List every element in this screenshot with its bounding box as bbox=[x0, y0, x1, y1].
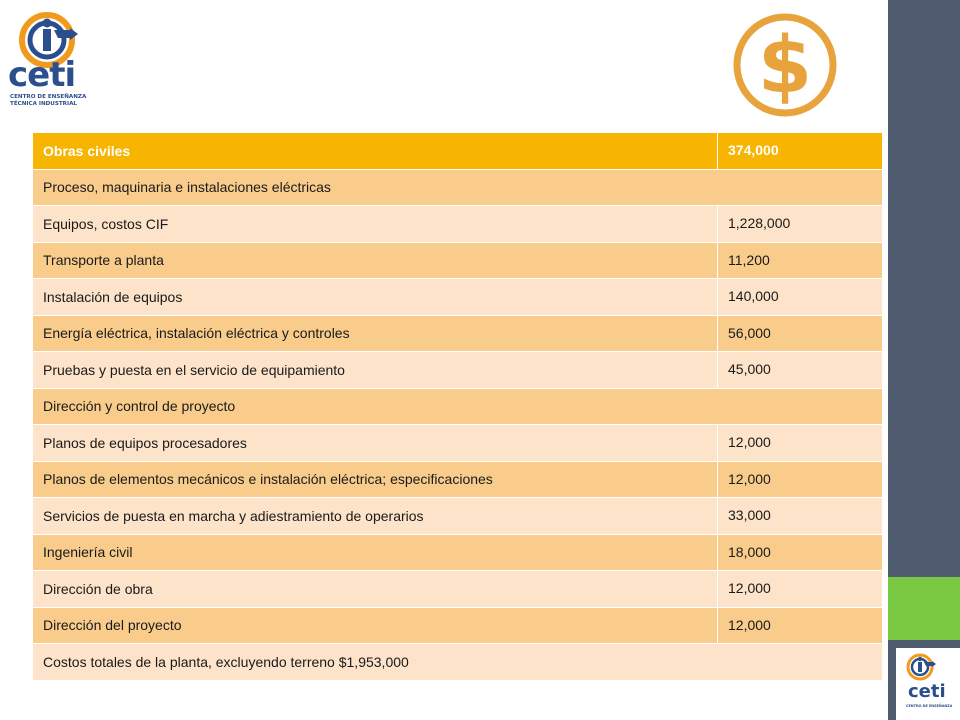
row-label: Pruebas y puesta en el servicio de equipamiento bbox=[33, 352, 718, 389]
table-row bbox=[33, 571, 883, 608]
row-value: 11,200 bbox=[718, 242, 883, 279]
row-label: Dirección de obra bbox=[33, 571, 718, 608]
row-value: 56,000 bbox=[718, 315, 883, 352]
table-row bbox=[33, 169, 883, 206]
row-label: Planos de equipos procesadores bbox=[33, 425, 718, 462]
mini-logo-word: ceti bbox=[908, 681, 946, 702]
table-row bbox=[33, 242, 883, 279]
table-footer-row bbox=[33, 644, 883, 681]
table-row bbox=[33, 607, 883, 644]
row-label: Dirección y control de proyecto bbox=[33, 388, 883, 425]
table-header-row bbox=[33, 133, 883, 170]
mini-logo-subtitle: CENTRO DE ENSEÑANZA bbox=[906, 704, 953, 708]
row-label: Instalación de equipos bbox=[33, 279, 718, 316]
table-row bbox=[33, 388, 883, 425]
table-row bbox=[33, 279, 883, 316]
sidebar-accent bbox=[888, 577, 960, 640]
row-label: Equipos, costos CIF bbox=[33, 206, 718, 243]
row-value: 33,000 bbox=[718, 498, 883, 535]
row-label: Transporte a planta bbox=[33, 242, 718, 279]
table-row bbox=[33, 461, 883, 498]
footer-label: Costos totales de la planta, excluyendo terreno $1,953,000 bbox=[33, 644, 883, 681]
table-row bbox=[33, 534, 883, 571]
table-row bbox=[33, 498, 883, 535]
cost-table bbox=[32, 132, 883, 681]
row-value: 12,000 bbox=[718, 571, 883, 608]
row-value: 1,228,000 bbox=[718, 206, 883, 243]
row-label: Energía eléctrica, instalación eléctrica y controles bbox=[33, 315, 718, 352]
table-row bbox=[33, 315, 883, 352]
row-value: 45,000 bbox=[718, 352, 883, 389]
row-label: Servicios de puesta en marcha y adiestramiento de operarios bbox=[33, 498, 718, 535]
header-value: 374,000 bbox=[718, 133, 883, 170]
logo-subtitle-line1: CENTRO DE ENSEÑANZA bbox=[10, 94, 87, 100]
row-label: Dirección del proyecto bbox=[33, 607, 718, 644]
row-value: 12,000 bbox=[718, 425, 883, 462]
header-label: Obras civiles bbox=[33, 133, 718, 170]
logo-subtitle-line2: TÉCNICA INDUSTRIAL bbox=[10, 101, 77, 107]
row-label: Ingeniería civil bbox=[33, 534, 718, 571]
dollar-icon bbox=[730, 10, 840, 120]
logo-word: ceti bbox=[8, 55, 76, 95]
row-label: Proceso, maquinaria e instalaciones eléctricas bbox=[33, 169, 883, 206]
table-row bbox=[33, 425, 883, 462]
row-value: 12,000 bbox=[718, 607, 883, 644]
row-value: 140,000 bbox=[718, 279, 883, 316]
row-value: 12,000 bbox=[718, 461, 883, 498]
dollar-glyph: $ bbox=[757, 21, 813, 111]
table-row bbox=[33, 206, 883, 243]
row-label: Planos de elementos mecánicos e instalación eléctrica; especificaciones bbox=[33, 461, 718, 498]
table-row bbox=[33, 352, 883, 389]
row-value: 18,000 bbox=[718, 534, 883, 571]
